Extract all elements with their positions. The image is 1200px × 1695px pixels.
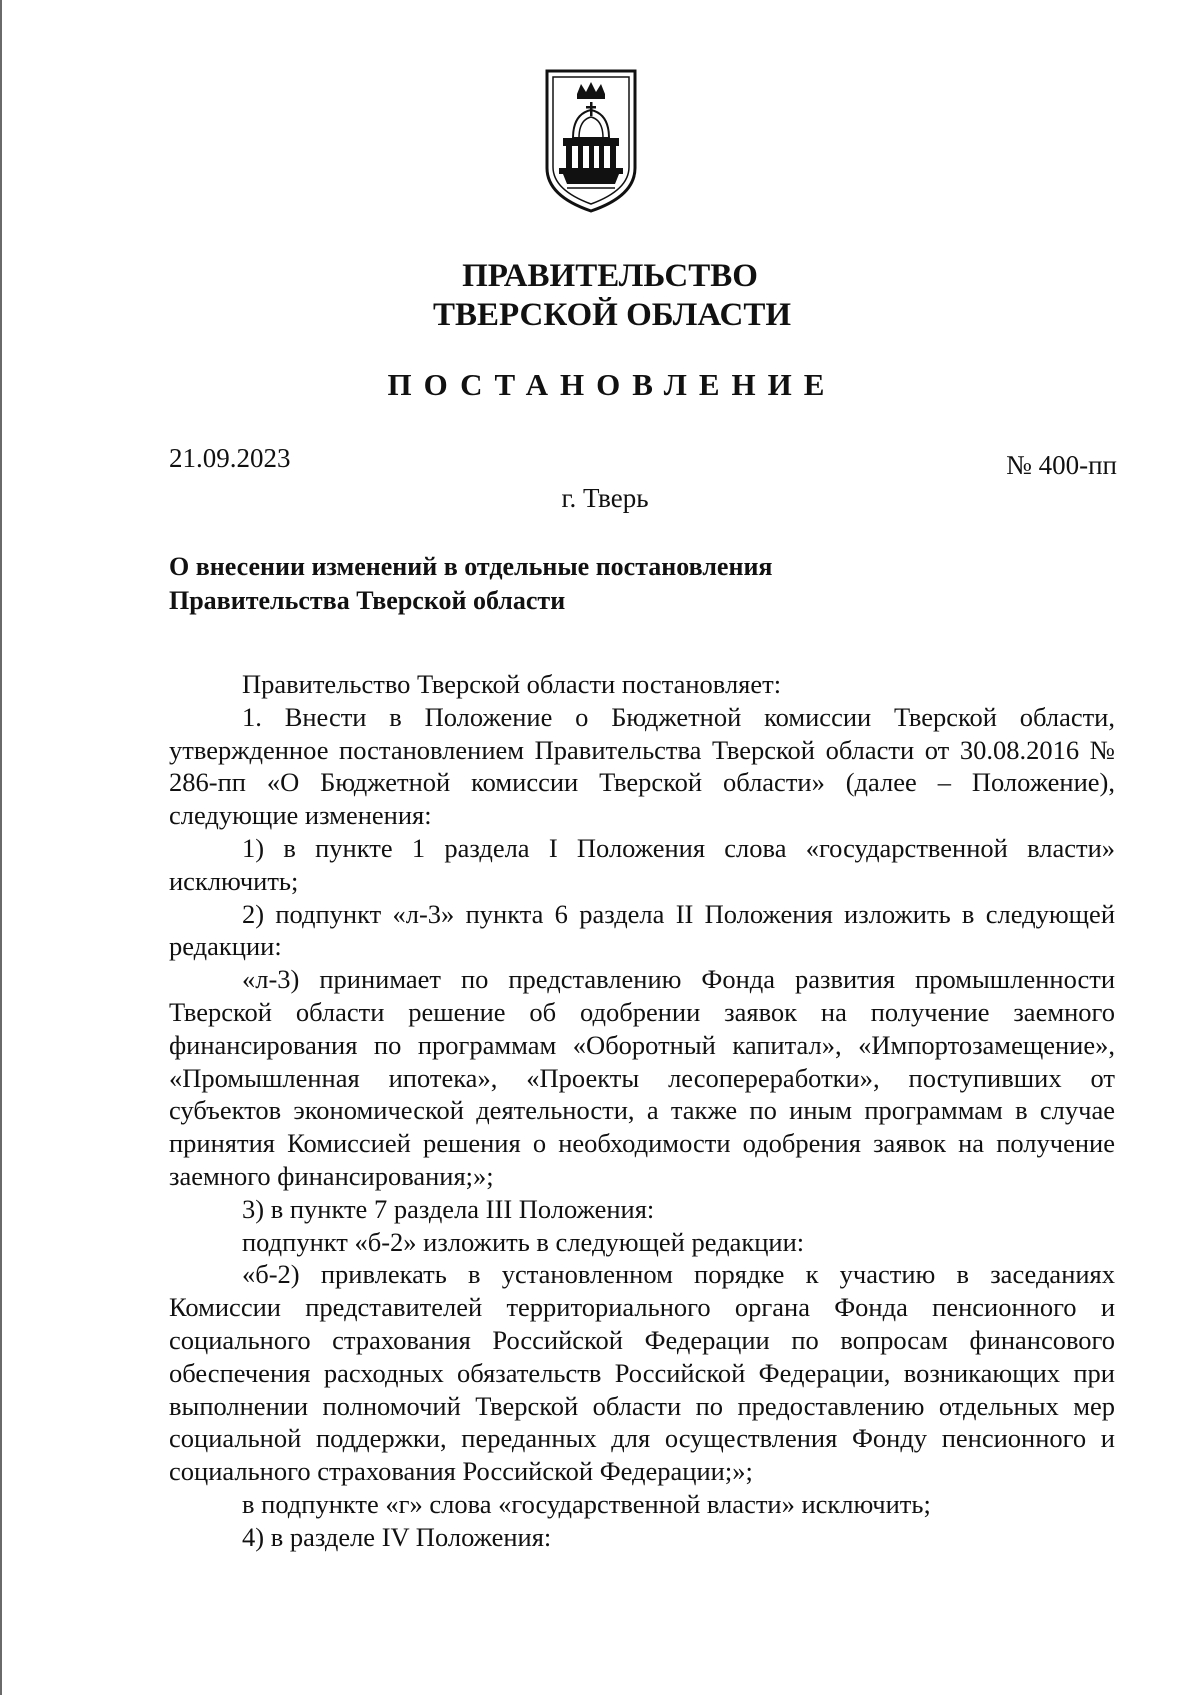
scan-edge-line (0, 0, 2, 1695)
subject-line1: О внесении изменений в отдельные постановления (169, 552, 773, 581)
body-paragraph: в подпункте «г» слова «государственной власти» исключить; (242, 1488, 931, 1519)
body-paragraph: «л-3) принимает по представлению Фонда развития промышленности Тверской области решение об одобрении заявок на получение заемного финансирования по программам «Оборотный капитал», «Импортозамещение», «Промышленная ипотека», «Проекты лесопереработки», поступивших от субъектов экономической деятельности, а также по иным программам в случае принятия Комиссией решения о необходимости одобрения заявок на получение заемного финансирования;»; (169, 964, 1115, 1191)
document-body (169, 668, 1115, 1554)
org-name-line1: ПРАВИТЕЛЬСТВО (462, 258, 758, 294)
document-city: г. Тверь (561, 483, 649, 513)
body-paragraph: «б-2) привлекать в установленном порядке к участию в заседаниях Комиссии представителей территориального органа Фонда пенсионного и социального страхования Российской Федерации по вопросам финансового обеспечения расходных обязательств Российской Федерации, возникающих при выполнении полномочий Тверской области по предоставлению отдельных мер социальной поддержки, переданных для осуществления Фонду пенсионного и социального страхования Российской Федерации;»; (169, 1259, 1115, 1487)
body-paragraph: 1) в пункте 1 раздела I Положения слова «государственной власти» исключить; (169, 832, 1115, 896)
body-paragraph: 2) подпункт «л-3» пункта 6 раздела II Положения изложить в следующей редакции: (169, 898, 1115, 962)
document-date: 21.09.2023 (169, 443, 291, 473)
body-paragraph: 4) в разделе IV Положения: (242, 1521, 552, 1552)
org-name-line2: ТВЕРСКОЙ ОБЛАСТИ (432, 297, 792, 333)
document-number: № 400-пп (1006, 450, 1117, 480)
document-type-title: ПОСТАНОВЛЕНИЕ (387, 367, 837, 402)
body-paragraph: 1. Внести в Положение о Бюджетной комиссии Тверской области, утвержденное постановлением Правительства Тверской области от 30.08.2016 № 286-пп «О Бюджетной комиссии Тверской области» (далее – Положение), следующие изменения: (169, 701, 1115, 831)
tver-oblast-coat-of-arms-icon (543, 68, 639, 214)
document-subject (169, 550, 772, 618)
body-paragraph: подпункт «б-2» изложить в следующей редакции: (242, 1226, 805, 1257)
body-paragraph: Правительство Тверской области постановляет: (242, 669, 782, 699)
body-paragraph: 3) в пункте 7 раздела III Положения: (242, 1193, 655, 1224)
subject-line2: Правительства Тверской области (169, 586, 566, 615)
